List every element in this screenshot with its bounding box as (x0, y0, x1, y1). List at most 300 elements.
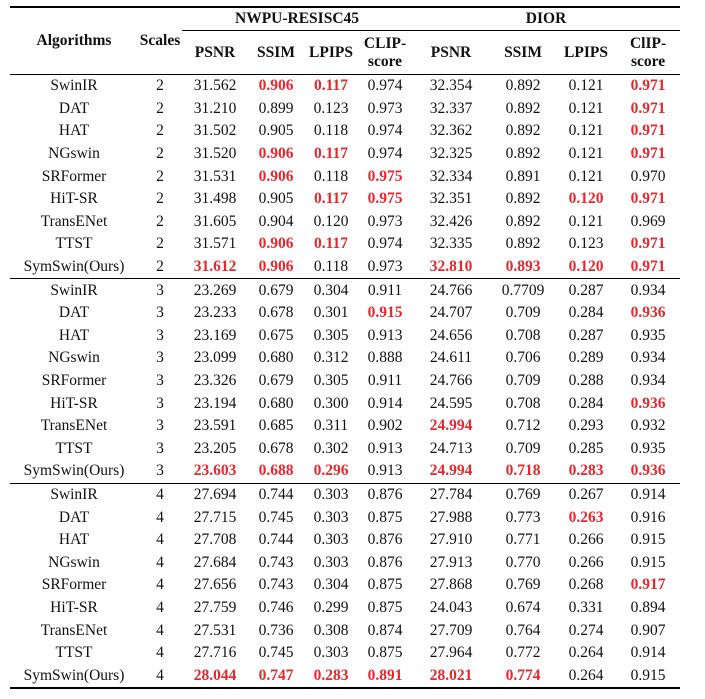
psnr-dior-cell: 27.910 (429, 531, 473, 549)
scale-value: 4 (156, 621, 164, 639)
lpips-dior-cell: 0.287 (568, 281, 604, 299)
clip-header-dior-top: ClIP- (629, 35, 667, 52)
ssim-dior-cell: 0.708 (505, 394, 541, 412)
ssim-dior-cell: 0.892 (505, 122, 541, 140)
table-row (10, 75, 680, 98)
algorithm-name: SRFormer (41, 167, 107, 185)
scales-header: Scales (138, 7, 182, 75)
clip-score-nwpu-cell: 0.974 (367, 145, 403, 163)
scale-value: 4 (156, 644, 164, 662)
algorithm-name: HAT (58, 531, 90, 549)
psnr-nwpu-cell: 23.233 (193, 304, 237, 322)
ssim-nwpu-cell: 0.675 (258, 326, 294, 344)
psnr-dior-cell: 24.766 (429, 372, 473, 390)
algorithm-name: TransENet (40, 621, 108, 639)
clip-score-dior-cell: 0.971 (630, 145, 666, 163)
ssim-dior-cell: 0.769 (505, 576, 541, 594)
lpips-nwpu-cell: 0.311 (313, 417, 349, 435)
clip-score-nwpu-cell: 0.914 (367, 394, 403, 412)
algorithm-name: TransENet (40, 212, 108, 230)
ssim-dior-cell: 0.674 (505, 598, 541, 616)
scale-value: 4 (156, 598, 164, 616)
ssim-dior-cell: 0.771 (505, 531, 541, 549)
lpips-dior-cell: 0.121 (568, 77, 604, 95)
algorithm-name: NGswin (48, 349, 100, 367)
algorithm-name: HAT (58, 326, 90, 344)
lpips-dior-cell: 0.120 (568, 258, 604, 276)
clip-score-nwpu-cell: 0.875 (367, 576, 403, 594)
ssim-dior-cell: 0.712 (505, 417, 541, 435)
lpips-header-dior: LPIPS (564, 43, 608, 61)
scale-value: 3 (156, 394, 164, 412)
results-table-container (10, 6, 680, 689)
dataset-nwpu-header: NWPU-RESISC45 (182, 7, 412, 31)
table-row (10, 98, 680, 121)
lpips-nwpu-cell: 0.303 (313, 485, 349, 503)
lpips-dior-cell: 0.268 (568, 576, 604, 594)
clip-score-nwpu-cell: 0.874 (367, 621, 403, 639)
table-row (10, 256, 680, 279)
lpips-nwpu-cell: 0.117 (313, 145, 349, 163)
scale-value: 3 (156, 281, 164, 299)
psnr-nwpu-cell: 23.205 (193, 439, 237, 457)
psnr-dior-cell: 32.362 (429, 122, 473, 140)
ssim-nwpu-cell: 0.906 (258, 167, 294, 185)
table-row (10, 460, 680, 483)
lpips-dior-cell: 0.121 (568, 122, 604, 140)
scale-value: 2 (156, 258, 164, 276)
lpips-dior-cell: 0.293 (568, 417, 604, 435)
ssim-dior-cell: 0.709 (505, 372, 541, 390)
psnr-dior-cell: 32.337 (429, 99, 473, 117)
table-row (10, 415, 680, 438)
lpips-dior-cell: 0.283 (568, 462, 604, 480)
psnr-nwpu-cell: 23.169 (193, 326, 237, 344)
lpips-nwpu-cell: 0.299 (313, 598, 349, 616)
table-row (10, 325, 680, 348)
lpips-dior-cell: 0.288 (568, 372, 604, 390)
scale-value: 2 (156, 190, 164, 208)
clip-score-nwpu-cell: 0.974 (367, 235, 403, 253)
results-table (10, 6, 680, 689)
table-row (10, 143, 680, 166)
ssim-nwpu-cell: 0.745 (258, 508, 294, 526)
ssim-nwpu-cell: 0.906 (258, 235, 294, 253)
ssim-dior-cell: 0.709 (505, 304, 541, 322)
ssim-nwpu-cell: 0.906 (258, 77, 294, 95)
ssim-dior-cell: 0.892 (505, 145, 541, 163)
scale-value: 4 (156, 531, 164, 549)
psnr-nwpu-cell: 31.612 (193, 258, 237, 276)
psnr-nwpu-cell: 31.520 (193, 145, 237, 163)
clip-score-dior-cell: 0.934 (630, 372, 666, 390)
clip-score-nwpu-cell: 0.911 (367, 372, 403, 390)
lpips-dior-cell: 0.264 (568, 644, 604, 662)
psnr-dior-cell: 24.656 (429, 326, 473, 344)
table-row (10, 392, 680, 415)
table-row (10, 188, 680, 211)
ssim-dior-cell: 0.893 (505, 258, 541, 276)
psnr-dior-cell: 24.994 (429, 462, 473, 480)
psnr-dior-cell: 27.709 (429, 621, 473, 639)
psnr-dior-cell: 27.913 (429, 553, 473, 571)
psnr-dior-cell: 24.994 (429, 417, 473, 435)
clip-score-nwpu-cell: 0.975 (367, 167, 403, 185)
clip-score-dior-cell: 0.894 (630, 598, 666, 616)
clip-header-nwpu-top: CLIP- (363, 35, 407, 52)
clip-score-nwpu-cell: 0.974 (367, 122, 403, 140)
table-row (10, 551, 680, 574)
ssim-nwpu-cell: 0.743 (258, 553, 294, 571)
psnr-nwpu-cell: 27.684 (193, 553, 237, 571)
algorithm-name: HAT (58, 122, 90, 140)
algorithm-name: TTST (55, 439, 93, 457)
algorithm-name: SRFormer (41, 576, 107, 594)
lpips-nwpu-cell: 0.303 (313, 508, 349, 526)
clip-score-dior-cell: 0.932 (630, 417, 666, 435)
psnr-dior-cell: 32.325 (429, 145, 473, 163)
ssim-dior-cell: 0.770 (505, 553, 541, 571)
algorithm-name: SymSwin(Ours) (23, 258, 125, 276)
lpips-nwpu-cell: 0.117 (313, 235, 349, 253)
psnr-dior-cell: 24.595 (429, 394, 473, 412)
clip-score-nwpu-cell: 0.891 (367, 666, 403, 684)
clip-score-dior-cell: 0.915 (630, 553, 666, 571)
clip-score-nwpu-cell: 0.913 (367, 462, 403, 480)
psnr-dior-cell: 32.810 (429, 258, 473, 276)
psnr-nwpu-cell: 23.099 (193, 349, 237, 367)
lpips-nwpu-cell: 0.118 (313, 258, 349, 276)
scale-value: 3 (156, 417, 164, 435)
scale-value: 3 (156, 326, 164, 344)
psnr-nwpu-cell: 31.531 (193, 167, 237, 185)
algorithms-header: Algorithms (10, 7, 138, 75)
scale-value: 2 (156, 99, 164, 117)
scale-value: 3 (156, 349, 164, 367)
table-row (10, 370, 680, 393)
ssim-dior-cell: 0.892 (505, 212, 541, 230)
algorithm-name: SwinIR (50, 281, 98, 299)
scale-value: 2 (156, 122, 164, 140)
ssim-nwpu-cell: 0.743 (258, 576, 294, 594)
clip-score-nwpu-cell: 0.876 (367, 553, 403, 571)
lpips-nwpu-cell: 0.123 (313, 99, 349, 117)
clip-score-dior-cell: 0.917 (630, 576, 666, 594)
psnr-nwpu-cell: 27.531 (193, 621, 237, 639)
ssim-header-nwpu: SSIM (257, 43, 295, 61)
clip-score-nwpu-cell: 0.876 (367, 485, 403, 503)
psnr-dior-cell: 32.335 (429, 235, 473, 253)
lpips-dior-cell: 0.263 (568, 508, 604, 526)
table-row (10, 233, 680, 256)
clip-score-nwpu-cell: 0.913 (367, 326, 403, 344)
lpips-dior-cell: 0.123 (568, 235, 604, 253)
clip-score-dior-cell: 0.936 (630, 462, 666, 480)
table-row (10, 165, 680, 188)
table-row (10, 664, 680, 688)
algorithm-name: SwinIR (50, 485, 98, 503)
lpips-dior-cell: 0.121 (568, 212, 604, 230)
algorithm-name: SwinIR (50, 77, 98, 95)
ssim-dior-cell: 0.892 (505, 99, 541, 117)
table-header (10, 7, 680, 75)
table-row (10, 120, 680, 143)
clip-score-nwpu-cell: 0.888 (367, 349, 403, 367)
psnr-dior-cell: 27.964 (429, 644, 473, 662)
lpips-dior-cell: 0.264 (568, 666, 604, 684)
clip-score-dior-cell: 0.969 (630, 212, 666, 230)
algorithm-name: NGswin (48, 145, 100, 163)
ssim-nwpu-cell: 0.688 (258, 462, 294, 480)
table-row (10, 302, 680, 325)
lpips-dior-cell: 0.121 (568, 145, 604, 163)
lpips-nwpu-cell: 0.117 (313, 190, 349, 208)
psnr-dior-cell: 24.713 (429, 439, 473, 457)
ssim-dior-cell: 0.7709 (501, 281, 545, 299)
lpips-header-nwpu: LPIPS (309, 43, 353, 61)
lpips-nwpu-cell: 0.303 (313, 531, 349, 549)
ssim-nwpu-cell: 0.680 (258, 349, 294, 367)
clip-score-dior-cell: 0.914 (630, 644, 666, 662)
ssim-nwpu-cell: 0.899 (258, 99, 294, 117)
lpips-nwpu-cell: 0.302 (313, 439, 349, 457)
ssim-nwpu-cell: 0.744 (258, 531, 294, 549)
ssim-nwpu-cell: 0.745 (258, 644, 294, 662)
psnr-dior-cell: 27.868 (429, 576, 473, 594)
psnr-nwpu-cell: 31.498 (193, 190, 237, 208)
lpips-nwpu-cell: 0.283 (313, 666, 349, 684)
lpips-nwpu-cell: 0.304 (313, 576, 349, 594)
lpips-dior-cell: 0.274 (568, 621, 604, 639)
clip-score-dior-cell: 0.915 (630, 531, 666, 549)
ssim-dior-cell: 0.706 (505, 349, 541, 367)
psnr-nwpu-cell: 23.603 (193, 462, 237, 480)
table-row (10, 574, 680, 597)
lpips-nwpu-cell: 0.117 (313, 77, 349, 95)
algorithm-name: DAT (58, 99, 90, 117)
algorithm-name: DAT (58, 304, 90, 322)
lpips-dior-cell: 0.284 (568, 304, 604, 322)
ssim-nwpu-cell: 0.904 (258, 212, 294, 230)
lpips-nwpu-cell: 0.303 (313, 644, 349, 662)
psnr-header-dior: PSNR (430, 43, 472, 61)
clip-score-nwpu-cell: 0.875 (367, 598, 403, 616)
scale-value: 4 (156, 508, 164, 526)
ssim-nwpu-cell: 0.679 (258, 372, 294, 390)
table-row (10, 642, 680, 665)
clip-score-dior-cell: 0.916 (630, 508, 666, 526)
ssim-nwpu-cell: 0.744 (258, 485, 294, 503)
ssim-nwpu-cell: 0.680 (258, 394, 294, 412)
psnr-dior-cell: 27.988 (429, 508, 473, 526)
psnr-dior-cell: 24.766 (429, 281, 473, 299)
ssim-dior-cell: 0.764 (505, 621, 541, 639)
ssim-dior-cell: 0.718 (505, 462, 541, 480)
lpips-nwpu-cell: 0.304 (313, 281, 349, 299)
scale-value: 4 (156, 666, 164, 684)
ssim-dior-cell: 0.709 (505, 439, 541, 457)
ssim-nwpu-cell: 0.905 (258, 190, 294, 208)
table-row (10, 438, 680, 461)
lpips-nwpu-cell: 0.300 (313, 394, 349, 412)
psnr-nwpu-cell: 31.502 (193, 122, 237, 140)
lpips-dior-cell: 0.267 (568, 485, 604, 503)
clip-score-dior-cell: 0.934 (630, 349, 666, 367)
clip-score-dior-cell: 0.971 (630, 190, 666, 208)
scale-value: 3 (156, 439, 164, 457)
clip-score-nwpu-cell: 0.911 (367, 281, 403, 299)
algorithm-name: TTST (55, 644, 93, 662)
scale-value: 4 (156, 553, 164, 571)
scale-value: 3 (156, 304, 164, 322)
clip-score-nwpu-cell: 0.876 (367, 531, 403, 549)
psnr-dior-cell: 24.707 (429, 304, 473, 322)
ssim-nwpu-cell: 0.678 (258, 439, 294, 457)
ssim-dior-cell: 0.708 (505, 326, 541, 344)
table-row (10, 619, 680, 642)
ssim-dior-cell: 0.892 (505, 235, 541, 253)
clip-score-dior-cell: 0.935 (630, 326, 666, 344)
table-row (10, 483, 680, 506)
algorithm-name: TTST (55, 235, 93, 253)
clip-score-dior-cell: 0.915 (630, 666, 666, 684)
algorithm-name: NGswin (48, 553, 100, 571)
psnr-nwpu-cell: 27.656 (193, 576, 237, 594)
clip-score-dior-cell: 0.936 (630, 394, 666, 412)
lpips-dior-cell: 0.121 (568, 167, 604, 185)
clip-score-dior-cell: 0.970 (630, 167, 666, 185)
lpips-nwpu-cell: 0.120 (313, 212, 349, 230)
scale-value: 2 (156, 77, 164, 95)
clip-score-nwpu-cell: 0.974 (367, 77, 403, 95)
algorithm-name: HiT-SR (50, 598, 98, 616)
algorithm-name: SymSwin(Ours) (23, 462, 125, 480)
ssim-dior-cell: 0.769 (505, 485, 541, 503)
clip-score-nwpu-cell: 0.875 (367, 508, 403, 526)
psnr-dior-cell: 32.426 (429, 212, 473, 230)
clip-score-nwpu-cell: 0.973 (367, 258, 403, 276)
ssim-dior-cell: 0.772 (505, 644, 541, 662)
scale-value: 3 (156, 372, 164, 390)
table-body (10, 75, 680, 689)
scale-value: 4 (156, 485, 164, 503)
algorithm-name: SymSwin(Ours) (23, 666, 125, 684)
psnr-nwpu-cell: 23.194 (193, 394, 237, 412)
lpips-dior-cell: 0.266 (568, 531, 604, 549)
lpips-dior-cell: 0.289 (568, 349, 604, 367)
clip-score-nwpu-cell: 0.915 (367, 304, 403, 322)
table-row (10, 597, 680, 620)
table-row (10, 529, 680, 552)
ssim-nwpu-cell: 0.906 (258, 258, 294, 276)
psnr-header-nwpu: PSNR (194, 43, 236, 61)
clip-score-dior-cell: 0.971 (630, 122, 666, 140)
dataset-dior-header: DIOR (412, 7, 680, 31)
lpips-nwpu-cell: 0.296 (313, 462, 349, 480)
ssim-header-dior: SSIM (504, 43, 542, 61)
psnr-nwpu-cell: 27.694 (193, 485, 237, 503)
algorithm-name: SRFormer (41, 372, 107, 390)
ssim-dior-cell: 0.774 (505, 666, 541, 684)
ssim-dior-cell: 0.892 (505, 190, 541, 208)
clip-score-nwpu-cell: 0.975 (367, 190, 403, 208)
lpips-dior-cell: 0.284 (568, 394, 604, 412)
clip-score-nwpu-cell: 0.913 (367, 439, 403, 457)
clip-score-dior-cell: 0.971 (630, 77, 666, 95)
clip-score-dior-cell: 0.936 (630, 304, 666, 322)
scale-value: 2 (156, 167, 164, 185)
clip-score-dior-cell: 0.914 (630, 485, 666, 503)
clip-score-dior-cell: 0.935 (630, 439, 666, 457)
psnr-nwpu-cell: 31.210 (193, 99, 237, 117)
psnr-dior-cell: 27.784 (429, 485, 473, 503)
clip-score-dior-cell: 0.907 (630, 621, 666, 639)
lpips-nwpu-cell: 0.305 (313, 372, 349, 390)
psnr-nwpu-cell: 27.708 (193, 531, 237, 549)
psnr-dior-cell: 32.351 (429, 190, 473, 208)
algorithm-name: DAT (58, 508, 90, 526)
psnr-nwpu-cell: 27.715 (193, 508, 237, 526)
clip-score-nwpu-cell: 0.875 (367, 644, 403, 662)
ssim-dior-cell: 0.892 (505, 77, 541, 95)
psnr-dior-cell: 24.043 (429, 598, 473, 616)
lpips-nwpu-cell: 0.118 (313, 122, 349, 140)
scale-value: 4 (156, 576, 164, 594)
clip-score-nwpu-cell: 0.973 (367, 99, 403, 117)
ssim-dior-cell: 0.773 (505, 508, 541, 526)
psnr-dior-cell: 32.354 (429, 77, 473, 95)
psnr-nwpu-cell: 31.571 (193, 235, 237, 253)
ssim-nwpu-cell: 0.906 (258, 145, 294, 163)
ssim-nwpu-cell: 0.747 (258, 666, 294, 684)
lpips-nwpu-cell: 0.305 (313, 326, 349, 344)
psnr-dior-cell: 28.021 (429, 666, 473, 684)
table-row (10, 347, 680, 370)
lpips-nwpu-cell: 0.312 (313, 349, 349, 367)
table-row (10, 506, 680, 529)
ssim-nwpu-cell: 0.746 (258, 598, 294, 616)
lpips-dior-cell: 0.287 (568, 326, 604, 344)
psnr-nwpu-cell: 23.326 (193, 372, 237, 390)
algorithm-name: HiT-SR (50, 394, 98, 412)
ssim-nwpu-cell: 0.678 (258, 304, 294, 322)
clip-score-dior-cell: 0.971 (630, 258, 666, 276)
clip-header-nwpu-bottom: score (367, 53, 403, 70)
clip-score-nwpu-cell: 0.902 (367, 417, 403, 435)
psnr-nwpu-cell: 31.605 (193, 212, 237, 230)
psnr-nwpu-cell: 23.591 (193, 417, 237, 435)
psnr-nwpu-cell: 23.269 (193, 281, 237, 299)
scale-value: 2 (156, 212, 164, 230)
lpips-dior-cell: 0.285 (568, 439, 604, 457)
lpips-nwpu-cell: 0.303 (313, 553, 349, 571)
table-row (10, 279, 680, 302)
lpips-nwpu-cell: 0.118 (313, 167, 349, 185)
psnr-nwpu-cell: 27.716 (193, 644, 237, 662)
ssim-nwpu-cell: 0.679 (258, 281, 294, 299)
clip-score-dior-cell: 0.934 (630, 281, 666, 299)
psnr-nwpu-cell: 28.044 (193, 666, 237, 684)
lpips-dior-cell: 0.331 (568, 598, 604, 616)
ssim-dior-cell: 0.891 (505, 167, 541, 185)
ssim-nwpu-cell: 0.685 (258, 417, 294, 435)
scale-value: 2 (156, 145, 164, 163)
lpips-nwpu-cell: 0.301 (313, 304, 349, 322)
scale-value: 3 (156, 462, 164, 480)
lpips-dior-cell: 0.120 (568, 190, 604, 208)
lpips-nwpu-cell: 0.308 (313, 621, 349, 639)
lpips-dior-cell: 0.121 (568, 99, 604, 117)
